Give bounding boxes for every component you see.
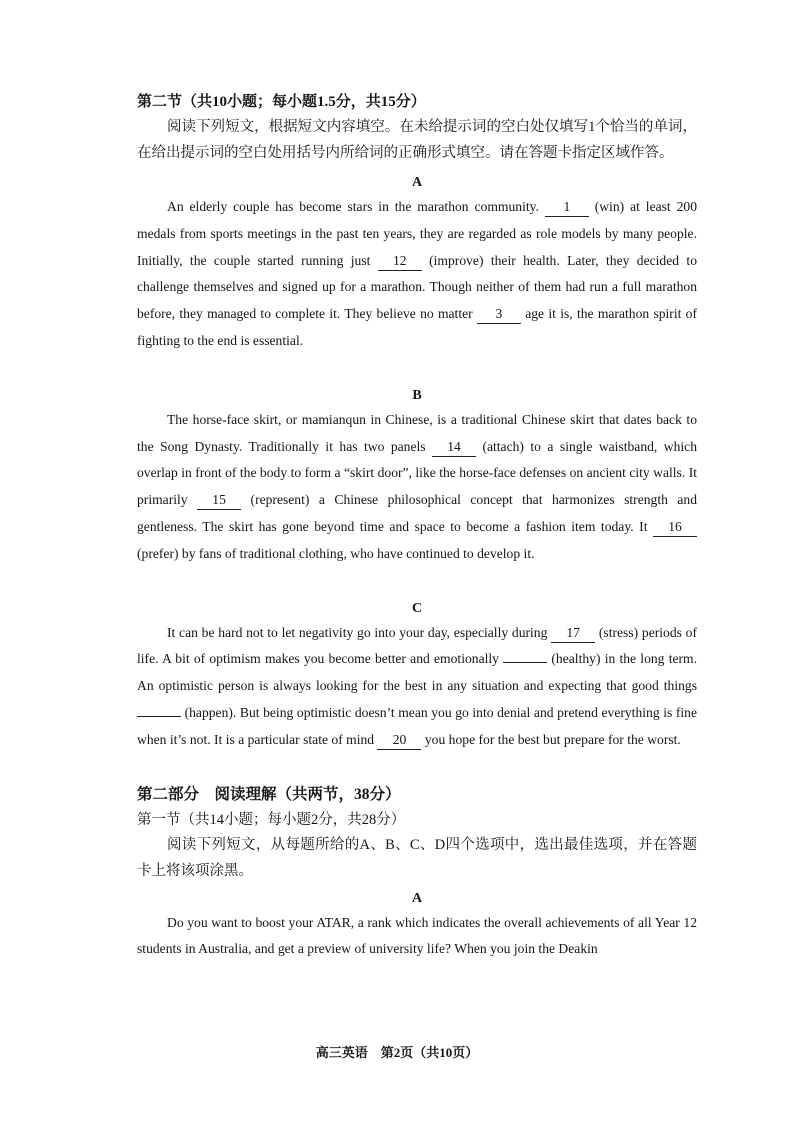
reading-a-text: Do you want to boost your ATAR, a rank which indicates the overall achievements of all Year 12 students in Australia, and get a preview of university life? When you join the Deakin [137,914,697,957]
blank-20[interactable]: 20 [377,731,421,750]
passage-c-text: It can be hard not to let negativity go into your day, especially during 17 (stress) periods of life. A bit of optimism makes you become better and emotionally (healthy) in the long term. An optimistic person is always looking for the best in any situation and expecting that good things (happen). But being optimistic doesn’t mean you go into denial and pretend everything is fine when it’s not. It is a particular state of mind 20 you hope for the best but prepare for the worst. [137,620,697,754]
reading-a-letter: A [411,890,423,906]
blank-17[interactable]: 17 [551,624,595,643]
part2-section1-heading: 第一节（共14小题；每小题2分，共28分） [137,811,406,828]
part2-instruction: 阅读下列短文，从每题所给的A、B、C、D四个选项中，选出最佳选项，并在答题卡上将该项涂黑。 [137,836,697,879]
passage-c-letter: C [411,600,423,616]
blank-12[interactable]: 12 [378,252,422,271]
page-footer: 高三英语 第2页（共10页） [315,1045,479,1060]
blank-13[interactable]: 3 [477,305,521,324]
blank-14[interactable]: 14 [432,438,476,457]
section2-instruction: 阅读下列短文，根据短文内容填空。在未给提示词的空白处仅填写1个恰当的单词，在给出提示词的空白处用括号内所给词的正确形式填空。请在答题卡指定区域作答。 [137,119,697,161]
passage-b-letter: B [412,387,422,403]
passage-a-text: An elderly couple has become stars in the marathon community. 1 (win) at least 200 medals from sports meetings in the past ten years, they are regarded as role models by many people. Initially, the couple started running just 12 (improve) their health. Later, they decided to challenge themselves and signed up for a marathon. Though neither of them had run a full marathon before, they managed to complete it. They believe no matter 3 age it is, the marathon spirit of fighting to the end is essential. [137,199,697,348]
blank-16[interactable]: 16 [653,518,697,537]
section2-heading: 第二节（共10小题；每小题1.5分，共15分） [137,94,426,110]
blank-11[interactable]: 1 [545,198,589,217]
exam-page [137,90,697,963]
passage-a-letter: A [411,175,423,190]
passage-b-text: The horse-face skirt, or mamianqun in Chinese, is a traditional Chinese skirt that dates back to the Song Dynasty. Traditionally it has two panels 14 (attach) to a single waistband, which overlap in front of the body to form a “skirt door”, like the horse-face defenses on ancient city walls. It primarily 15 (represent) a Chinese philosophical concept that harmonizes strength and gentleness. The skirt has gone beyond time and space to become a fashion item today. It 16 (prefer) by fans of traditional clothing, who have continued to develop it. [137,411,697,561]
blank-15[interactable]: 15 [197,491,241,510]
part2-heading: 第二部分 阅读理解（共两节，38分） [137,785,401,803]
blank-19[interactable] [137,716,181,717]
blank-18[interactable] [503,662,547,663]
